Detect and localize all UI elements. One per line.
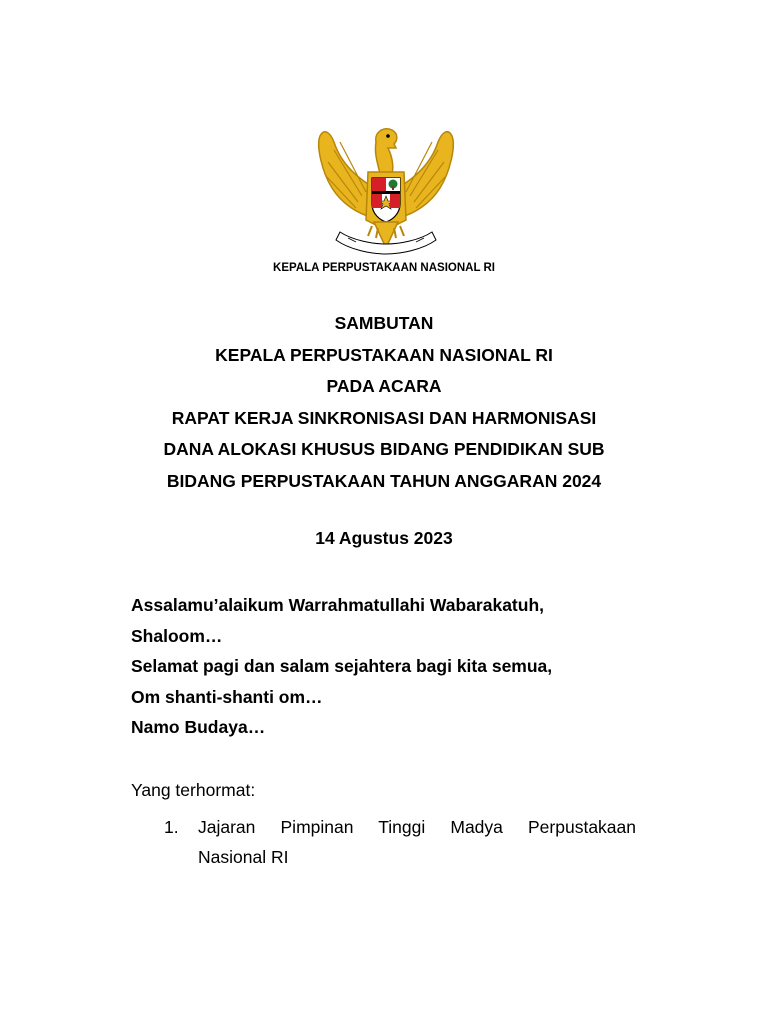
- title-line: SAMBUTAN: [334, 313, 434, 333]
- title-line: BIDANG PERPUSTAKAAN TAHUN ANGGARAN 2024: [166, 470, 602, 491]
- greetings-block: [131, 590, 552, 743]
- list-item: [164, 812, 636, 872]
- office-header: KEPALA PERPUSTAKAAN NASIONAL RI: [273, 262, 495, 274]
- title-line: PADA ACARA: [326, 376, 442, 396]
- greeting-line: Selamat pagi dan salam sejahtera bagi kita semua,: [131, 656, 553, 676]
- list-item-line: Jajaran Pimpinan Tinggi Madya Perpustakaan: [198, 817, 636, 837]
- title-line: RAPAT KERJA SINKRONISASI DAN HARMONISASI: [171, 407, 597, 428]
- greeting-line: Om shanti-shanti om…: [131, 686, 323, 707]
- honorifics-label: Yang terhormat:: [131, 780, 256, 800]
- garuda-pancasila-emblem-icon: [312, 122, 460, 256]
- title-line: DANA ALOKASI KHUSUS BIDANG PENDIDIKAN SUB: [163, 439, 605, 459]
- title-line: KEPALA PERPUSTAKAAN NASIONAL RI: [215, 344, 553, 365]
- list-item-text: [198, 812, 636, 872]
- greeting-line: Assalamu’alaikum Warrahmatullahi Wabarakatuh,: [131, 595, 545, 615]
- speech-title: [80, 308, 688, 497]
- list-item-line: Nasional RI: [198, 847, 289, 867]
- greeting-line: Shaloom…: [131, 625, 223, 646]
- speech-date: 14 Agustus 2023: [315, 528, 453, 548]
- greeting-line: Namo Budaya…: [131, 717, 266, 737]
- honorifics-list: [164, 812, 636, 872]
- list-item-number: 1.: [164, 817, 179, 837]
